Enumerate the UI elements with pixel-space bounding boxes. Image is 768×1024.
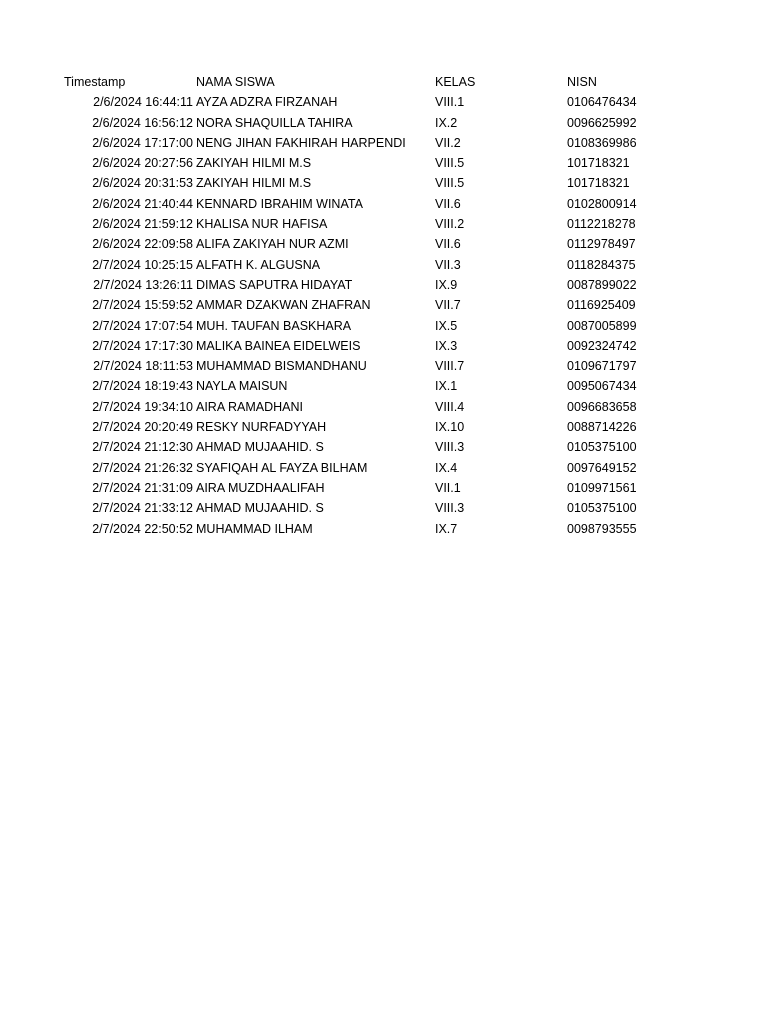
cell-nisn: 101718321 [567, 176, 630, 191]
table-row [0, 214, 768, 234]
table-row [0, 295, 768, 315]
table-row [0, 92, 768, 112]
cell-nama-siswa: KENNARD IBRAHIM WINATA [196, 196, 363, 211]
cell-nisn: 0087005899 [567, 318, 637, 333]
table-row [0, 397, 768, 417]
cell-timestamp: 2/6/2024 21:59:12 [92, 217, 193, 232]
cell-timestamp: 2/7/2024 18:11:53 [93, 359, 193, 374]
cell-timestamp: 2/7/2024 21:12:30 [92, 440, 193, 455]
cell-timestamp: 2/7/2024 19:34:10 [92, 399, 193, 414]
cell-kelas: VIII.3 [435, 501, 465, 516]
cell-nama-siswa: ZAKIYAH HILMI M.S [196, 156, 312, 171]
cell-kelas: IX.4 [435, 460, 458, 475]
cell-kelas: VII.2 [435, 135, 461, 150]
cell-nisn: 0102800914 [567, 196, 637, 211]
cell-kelas: VIII.4 [435, 399, 465, 414]
cell-nisn: 0109971561 [567, 480, 637, 495]
cell-timestamp: 2/7/2024 13:26:11 [93, 277, 193, 292]
cell-timestamp: 2/6/2024 22:09:58 [92, 237, 193, 252]
cell-kelas: VII.1 [435, 480, 461, 495]
table-row [0, 113, 768, 133]
table-row [0, 478, 768, 498]
cell-timestamp: 2/7/2024 22:50:52 [92, 521, 193, 536]
cell-nama-siswa: ALFATH K. ALGUSNA [196, 257, 321, 272]
header-kelas: KELAS [435, 75, 476, 89]
cell-nama-siswa: MALIKA BAINEA EIDELWEIS [196, 338, 361, 353]
cell-nama-siswa: NAYLA MAISUN [196, 379, 288, 394]
header-timestamp: Timestamp [64, 75, 126, 89]
table-row [0, 255, 768, 275]
cell-nisn: 0096625992 [567, 115, 637, 130]
cell-kelas: VIII.1 [435, 95, 465, 110]
table-row [0, 153, 768, 173]
cell-nisn: 0112978497 [567, 237, 636, 252]
table-row [0, 336, 768, 356]
cell-nama-siswa: AIRA MUZDHAALIFAH [196, 480, 325, 495]
table-row [0, 356, 768, 376]
cell-nama-siswa: AHMAD MUJAAHID. S [196, 501, 324, 516]
cell-kelas: IX.10 [435, 420, 465, 435]
table-row [0, 498, 768, 518]
table-row [0, 275, 768, 295]
cell-nisn: 0097649152 [567, 460, 637, 475]
header-nisn: NISN [567, 75, 597, 89]
cell-timestamp: 2/7/2024 20:20:49 [92, 420, 193, 435]
cell-timestamp: 2/6/2024 20:31:53 [92, 176, 193, 191]
table-row [0, 133, 768, 153]
cell-nama-siswa: DIMAS SAPUTRA HIDAYAT [196, 277, 353, 292]
table-row [0, 417, 768, 437]
cell-timestamp: 2/7/2024 21:33:12 [92, 501, 193, 516]
spreadsheet-table [0, 72, 768, 539]
table-row [0, 458, 768, 478]
cell-nisn: 0106476434 [567, 95, 637, 110]
cell-nama-siswa: KHALISA NUR HAFISA [196, 217, 328, 232]
cell-nisn: 0098793555 [567, 521, 637, 536]
cell-kelas: IX.9 [435, 277, 458, 292]
cell-nama-siswa: MUHAMMAD ILHAM [196, 521, 313, 536]
cell-timestamp: 2/7/2024 10:25:15 [92, 257, 193, 272]
cell-kelas: VIII.5 [435, 176, 465, 191]
cell-timestamp: 2/7/2024 17:07:54 [92, 318, 193, 333]
header-nama-siswa: NAMA SISWA [196, 75, 275, 89]
cell-timestamp: 2/7/2024 15:59:52 [92, 298, 193, 313]
cell-kelas: IX.7 [435, 521, 458, 536]
cell-timestamp: 2/6/2024 17:17:00 [92, 135, 193, 150]
cell-timestamp: 2/6/2024 20:27:56 [92, 156, 193, 171]
cell-nisn: 0105375100 [567, 501, 637, 516]
cell-kelas: VIII.3 [435, 440, 465, 455]
cell-timestamp: 2/7/2024 17:17:30 [92, 338, 193, 353]
table-row [0, 316, 768, 336]
cell-nama-siswa: AYZA ADZRA FIRZANAH [196, 95, 338, 110]
cell-nama-siswa: NENG JIHAN FAKHIRAH HARPENDI [196, 135, 406, 150]
header-row [0, 72, 768, 92]
cell-nama-siswa: RESKY NURFADYYAH [196, 420, 327, 435]
cell-timestamp: 2/7/2024 21:26:32 [92, 460, 193, 475]
cell-kelas: IX.2 [435, 115, 458, 130]
cell-timestamp: 2/6/2024 16:44:11 [93, 95, 193, 110]
table-row [0, 437, 768, 457]
cell-nisn: 0088714226 [567, 420, 637, 435]
cell-nisn: 0092324742 [567, 338, 637, 353]
cell-kelas: IX.5 [435, 318, 458, 333]
cell-nama-siswa: ALIFA ZAKIYAH NUR AZMI [196, 237, 349, 252]
table-body [0, 92, 768, 539]
table-row [0, 194, 768, 214]
cell-nama-siswa: AHMAD MUJAAHID. S [196, 440, 324, 455]
cell-timestamp: 2/7/2024 21:31:09 [92, 480, 193, 495]
cell-kelas: VII.7 [435, 298, 461, 313]
cell-nisn: 0118284375 [567, 257, 636, 272]
cell-kelas: VIII.7 [435, 359, 465, 374]
cell-nisn: 0087899022 [567, 277, 637, 292]
cell-kelas: VIII.5 [435, 156, 465, 171]
cell-kelas: VIII.2 [435, 217, 465, 232]
table-row [0, 376, 768, 396]
cell-nama-siswa: NORA SHAQUILLA TAHIRA [196, 115, 353, 130]
cell-nisn: 0108369986 [567, 135, 637, 150]
cell-timestamp: 2/6/2024 21:40:44 [92, 196, 193, 211]
cell-nisn: 0105375100 [567, 440, 637, 455]
cell-nisn: 0096683658 [567, 399, 637, 414]
cell-nama-siswa: AIRA RAMADHANI [196, 399, 303, 414]
cell-nama-siswa: ZAKIYAH HILMI M.S [196, 176, 312, 191]
cell-kelas: VII.6 [435, 237, 461, 252]
cell-timestamp: 2/6/2024 16:56:12 [92, 115, 193, 130]
cell-nisn: 101718321 [567, 156, 630, 171]
cell-nama-siswa: MUHAMMAD BISMANDHANU [196, 359, 367, 374]
cell-nama-siswa: SYAFIQAH AL FAYZA BILHAM [196, 460, 368, 475]
cell-kelas: IX.3 [435, 338, 458, 353]
cell-kelas: VII.3 [435, 257, 461, 272]
cell-nisn: 0116925409 [567, 298, 636, 313]
cell-nisn: 0095067434 [567, 379, 637, 394]
table-row [0, 234, 768, 254]
table-row [0, 519, 768, 539]
cell-nisn: 0112218278 [567, 217, 636, 232]
cell-nama-siswa: MUH. TAUFAN BASKHARA [196, 318, 352, 333]
cell-nama-siswa: AMMAR DZAKWAN ZHAFRAN [196, 298, 371, 313]
cell-kelas: IX.1 [435, 379, 458, 394]
table-row [0, 173, 768, 193]
cell-kelas: VII.6 [435, 196, 461, 211]
cell-nisn: 0109671797 [567, 359, 637, 374]
cell-timestamp: 2/7/2024 18:19:43 [92, 379, 193, 394]
